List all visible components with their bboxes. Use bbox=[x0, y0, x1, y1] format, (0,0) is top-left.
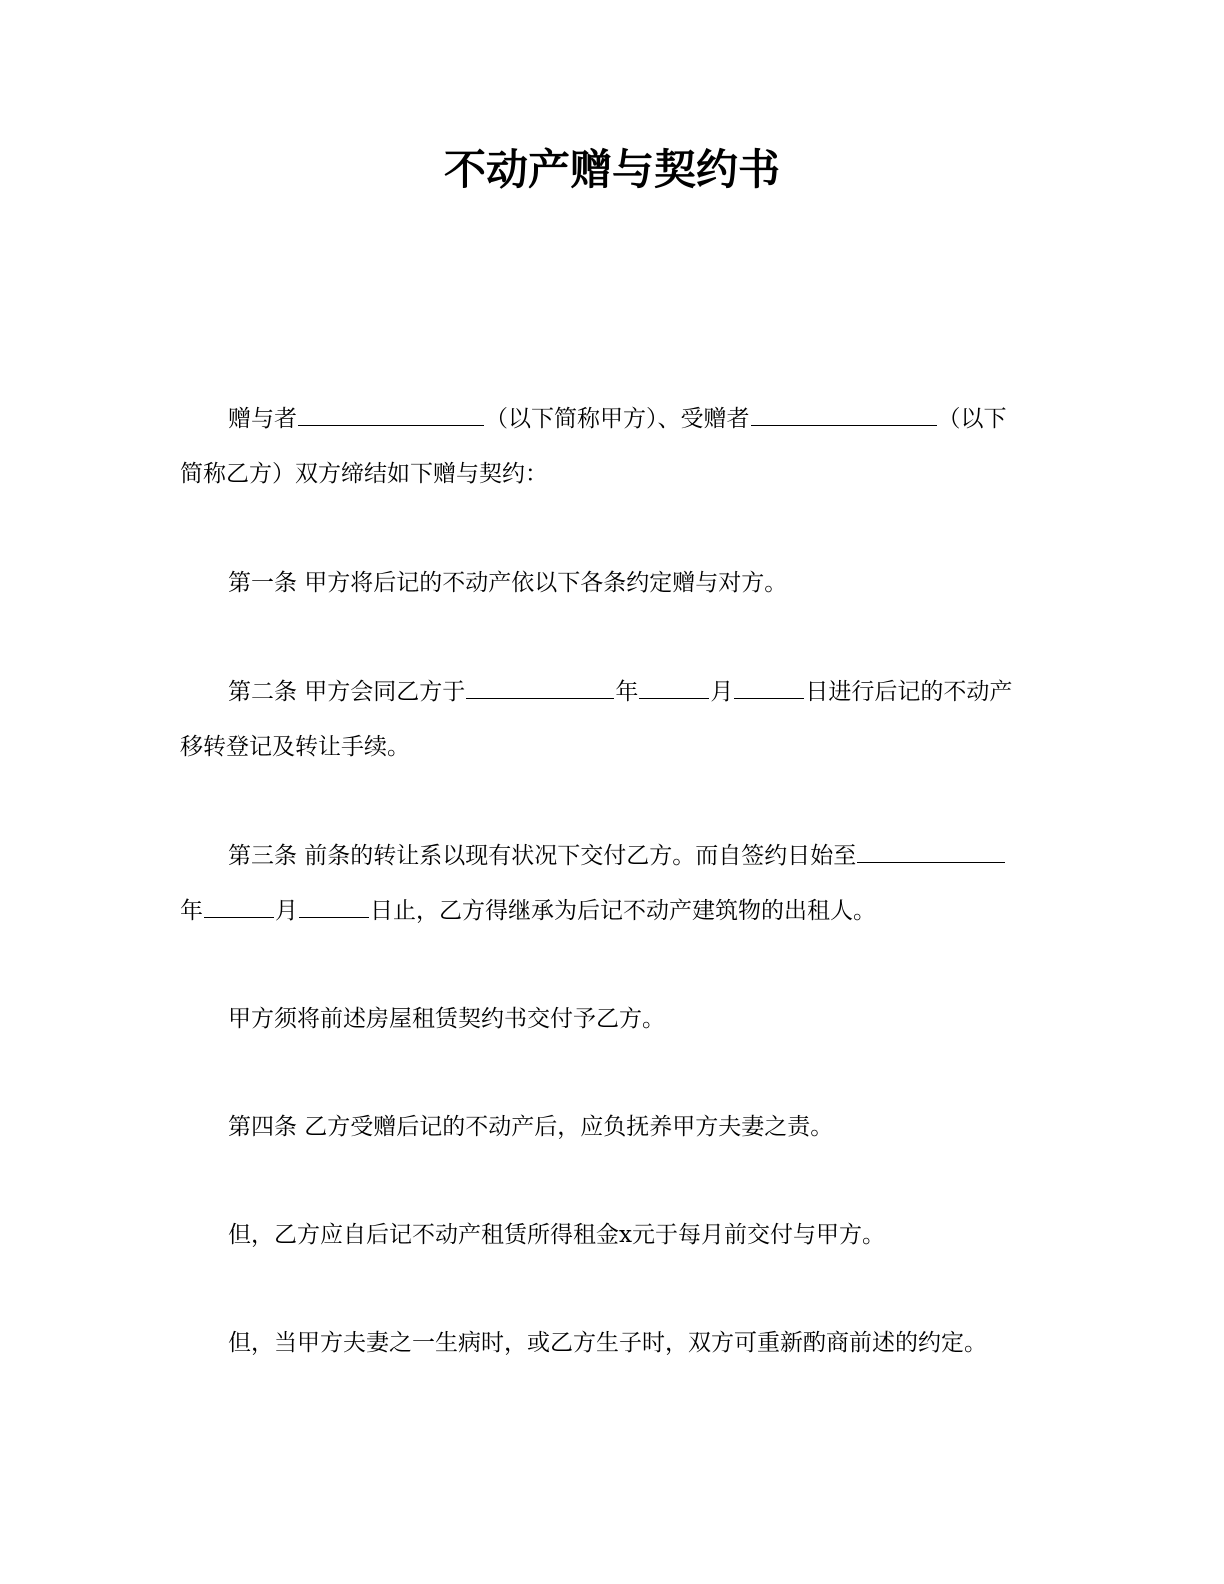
lease-paragraph bbox=[180, 992, 1040, 1047]
article-3-year-blank bbox=[857, 840, 1005, 863]
article-2-prefix: 第二条 甲方会同乙方于 bbox=[228, 679, 466, 705]
rent-paragraph-text: 但，乙方应自后记不动产租赁所得租金x元于每月前交付与甲方。 bbox=[228, 1222, 885, 1248]
renegotiate-paragraph-text: 但，当甲方夫妻之一生病时，或乙方生子时，双方可重新酌商前述的约定。 bbox=[228, 1330, 987, 1356]
article-3-line2-end: 日止，乙方得继承为后记不动产建筑物的出租人。 bbox=[370, 898, 876, 924]
preamble-paragraph bbox=[180, 392, 1040, 502]
article-2-day-blank bbox=[734, 676, 804, 699]
article-1-text: 第一条 甲方将后记的不动产依以下各条约定赠与对方。 bbox=[228, 570, 788, 596]
donee-name-blank bbox=[751, 403, 937, 426]
article-2-line1-end: 日进行后记的不动产 bbox=[805, 679, 1013, 705]
article-3-day-blank bbox=[299, 895, 369, 918]
article-1 bbox=[180, 556, 1040, 611]
preamble-line1-end: （以下 bbox=[937, 406, 1007, 432]
article-2-year-label: 年 bbox=[615, 679, 639, 705]
article-2-month-blank bbox=[639, 676, 709, 699]
article-3-prefix: 第三条 前条的转让系以现有状况下交付乙方。而自签约日始至 bbox=[228, 843, 857, 869]
article-2-year-blank bbox=[466, 676, 614, 699]
preamble-line2: 简称乙方）双方缔结如下赠与契约： bbox=[180, 461, 548, 487]
donor-suffix: （以下简称甲方）、受赠者 bbox=[485, 406, 750, 432]
article-2-line2: 移转登记及转让手续。 bbox=[180, 734, 410, 760]
rent-paragraph bbox=[180, 1208, 1040, 1263]
document-title: 不动产赠与契约书 bbox=[443, 145, 780, 194]
article-2-month-label: 月 bbox=[710, 679, 734, 705]
donor-name-blank bbox=[298, 403, 484, 426]
article-2 bbox=[180, 665, 1040, 775]
article-4-text: 第四条 乙方受赠后记的不动产后，应负抚养甲方夫妻之责。 bbox=[228, 1114, 834, 1140]
article-3-month-blank bbox=[204, 895, 274, 918]
donor-label: 赠与者 bbox=[228, 406, 297, 432]
article-3-year-label: 年 bbox=[180, 898, 203, 924]
renegotiate-paragraph bbox=[180, 1316, 1040, 1371]
article-3 bbox=[180, 829, 1040, 939]
article-4 bbox=[180, 1100, 1040, 1155]
article-3-month-label: 月 bbox=[275, 898, 298, 924]
lease-paragraph-text: 甲方须将前述房屋租赁契约书交付予乙方。 bbox=[228, 1006, 665, 1032]
